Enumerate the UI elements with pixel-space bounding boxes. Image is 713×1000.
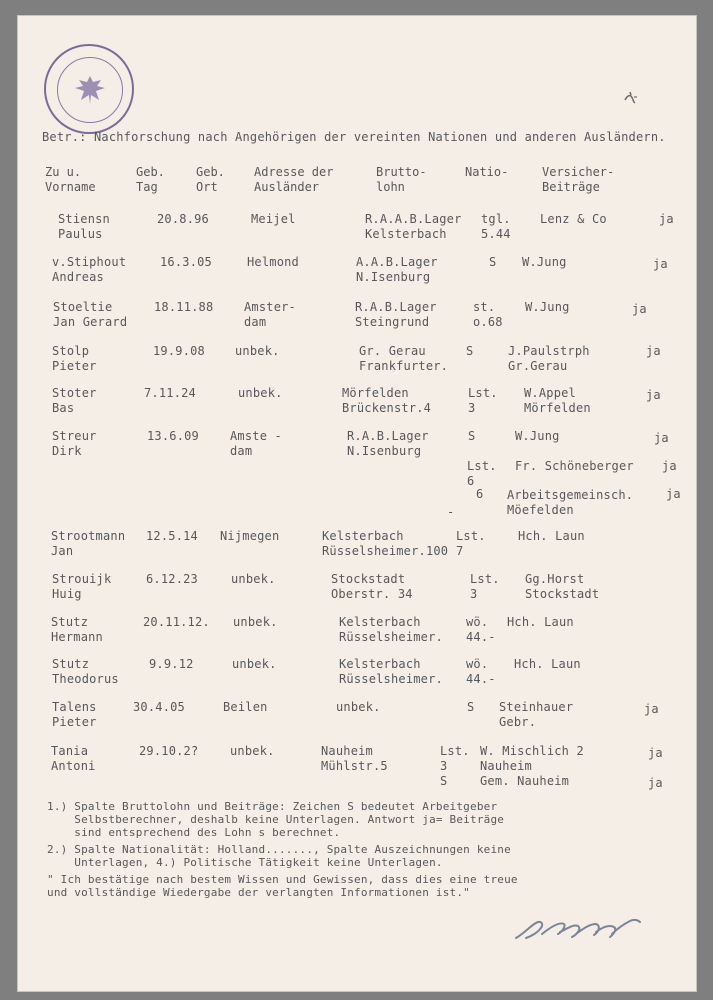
row-4-address: Mörfelden Brückenstr.4 [342, 386, 432, 415]
official-stamp [44, 44, 134, 134]
row-0-yes: ja [659, 212, 674, 226]
row-1-name: v.Stiphout Andreas [52, 255, 127, 284]
row-0-name: Stiensn Paulus [58, 212, 110, 241]
row-1-status: S [489, 255, 497, 269]
subject-line: Betr.: Nachforschung nach Angehörigen der vereinten Nationen und anderen Ausländern. [42, 130, 666, 144]
header-gross-wage: Brutto- lohn [376, 165, 427, 194]
row-0-birth-day: 20.8.96 [157, 212, 209, 226]
row-12-name: Talens Pieter [52, 700, 97, 729]
row-5-birth-place: Amste - dam [230, 429, 282, 458]
row-0-birth-place: Meijel [251, 212, 296, 226]
row-1-birth-day: 16.3.05 [160, 255, 212, 269]
note-3: " Ich bestätige nach bestem Wissen und Gewissen, dass dies eine treue und vollständige Wiedergabe der verlangten Informationen ist." [47, 873, 518, 899]
row-2-yes: ja [632, 302, 647, 316]
row-13-birth-place: unbek. [230, 744, 275, 758]
row-3-birth-day: 19.9.08 [153, 344, 205, 358]
row-13-yes: ja ja [648, 746, 663, 790]
row-5-employer: W.Jung [515, 429, 560, 443]
row-2-name: Stoeltie Jan Gerard [53, 300, 128, 329]
row-7-yes: ja [666, 487, 681, 501]
signature [508, 904, 648, 954]
row-7-employer: Arbeitsgemeinsch. Möefelden [507, 488, 634, 517]
row-8-address: Kelsterbach Rüsselsheimer.100 [322, 529, 449, 558]
row-5-address: R.A.B.Lager N.Isenburg [347, 429, 429, 458]
header-address: Adresse der Ausländer [254, 165, 334, 194]
row-13-employer: W. Mischlich 2 Nauheim Gem. Nauheim [480, 744, 584, 788]
row-7-status: 6 [476, 487, 484, 501]
note-1: 1.) Spalte Bruttolohn und Beiträge: Zeichen S bedeutet Arbeitgeber Selbstberechner, deshalb keine Unterlagen. Antwort ja= Beiträge sind entsprechend des Lohn s berechnet. [47, 800, 505, 839]
row-3-address: Gr. Gerau Frankfurter. [359, 344, 449, 373]
row-4-yes: ja [646, 388, 661, 402]
row-6-employer: Fr. Schöneberger [515, 459, 634, 473]
row-11-name: Stutz Theodorus [52, 657, 119, 686]
row-4-name: Stoter Bas [52, 386, 97, 415]
row-3-employer: J.Paulstrph Gr.Gerau [508, 344, 590, 373]
row-1-address: A.A.B.Lager N.Isenburg [356, 255, 438, 284]
row-13-name: Tania Antoni [51, 744, 96, 773]
row-9-name: Strouijk Huig [52, 572, 112, 601]
row-3-yes: ja [646, 344, 661, 358]
row-2-status: st. o.68 [473, 300, 503, 329]
row-1-yes: ja [653, 257, 668, 271]
header-insurance: Versicher- Beiträge [542, 165, 615, 194]
row-6-status: Lst. 6 [467, 459, 497, 488]
row-10-birth-day: 20.11.12. [143, 615, 210, 629]
eagle-icon [70, 70, 110, 110]
row-13-status: Lst. 3 S [440, 744, 470, 788]
note-2: 2.) Spalte Nationalität: Holland......., Spalte Auszeichnungen keine Unterlagen, 4.) Politische Tätigkeit keine Unterlagen. [47, 843, 511, 869]
row-5-birth-day: 13.6.09 [147, 429, 199, 443]
row-2-employer: W.Jung [525, 300, 570, 314]
row-12-employer: Steinhauer Gebr. [499, 700, 574, 729]
row-12-address: unbek. [336, 700, 381, 714]
row-10-address: Kelsterbach Rüsselsheimer. [339, 615, 443, 644]
row-8-birth-place: Nijmegen [220, 529, 280, 543]
row-10-birth-place: unbek. [233, 615, 278, 629]
row-12-birth-day: 30.4.05 [133, 700, 185, 714]
row-9-birth-day: 6.12.23 [146, 572, 198, 586]
row-13-birth-day: 29.10.2? [139, 744, 199, 758]
row-7-address: - [447, 505, 455, 519]
row-5-status: S [468, 429, 476, 443]
row-11-employer: Hch. Laun [514, 657, 581, 671]
row-8-name: Strootmann Jan [51, 529, 126, 558]
row-9-status: Lst. 3 [470, 572, 500, 601]
row-8-birth-day: 12.5.14 [146, 529, 198, 543]
row-8-status: Lst. 7 [456, 529, 486, 558]
row-4-birth-day: 7.11.24 [144, 386, 196, 400]
row-1-birth-place: Helmond [247, 255, 299, 269]
header-birth-place: Geb. Ort [196, 165, 225, 194]
row-3-birth-place: unbek. [235, 344, 280, 358]
row-4-employer: W.Appel Mörfelden [524, 386, 591, 415]
row-0-employer: Lenz & Co [540, 212, 607, 226]
row-10-employer: Hch. Laun [507, 615, 574, 629]
row-9-employer: Gg.Horst Stockstadt [525, 572, 600, 601]
header-name: Zu u. Vorname [45, 165, 96, 194]
row-12-birth-place: Beilen [223, 700, 268, 714]
page-mark-icon [621, 88, 641, 108]
header-birth-day: Geb. Tag [136, 165, 165, 194]
row-5-yes: ja [654, 431, 669, 445]
row-9-address: Stockstadt Oberstr. 34 [331, 572, 413, 601]
row-11-birth-day: 9.9.12 [149, 657, 194, 671]
row-13-address: Nauheim Mühlstr.5 [321, 744, 388, 773]
row-2-address: R.A.B.Lager Steingrund [355, 300, 437, 329]
row-12-status: S [467, 700, 475, 714]
row-3-status: S [466, 344, 474, 358]
row-6-yes: ja [662, 459, 677, 473]
header-nationality: Natio- [465, 165, 509, 179]
row-5-name: Streur Dirk [52, 429, 97, 458]
row-10-status: wö. 44.- [466, 615, 496, 644]
row-8-employer: Hch. Laun [518, 529, 585, 543]
row-2-birth-day: 18.11.88 [154, 300, 214, 314]
row-0-address: R.A.A.B.Lager Kelsterbach [365, 212, 462, 241]
row-4-birth-place: unbek. [238, 386, 283, 400]
row-11-birth-place: unbek. [232, 657, 277, 671]
row-10-name: Stutz Hermann [51, 615, 103, 644]
row-11-status: wö. 44.- [466, 657, 496, 686]
row-3-name: Stolp Pieter [52, 344, 97, 373]
row-9-birth-place: unbek. [231, 572, 276, 586]
row-2-birth-place: Amster- dam [244, 300, 296, 329]
row-0-status: tgl. 5.44 [481, 212, 511, 241]
row-12-yes: ja [644, 702, 659, 716]
row-11-address: Kelsterbach Rüsselsheimer. [339, 657, 443, 686]
row-4-status: Lst. 3 [468, 386, 498, 415]
row-1-employer: W.Jung [522, 255, 567, 269]
